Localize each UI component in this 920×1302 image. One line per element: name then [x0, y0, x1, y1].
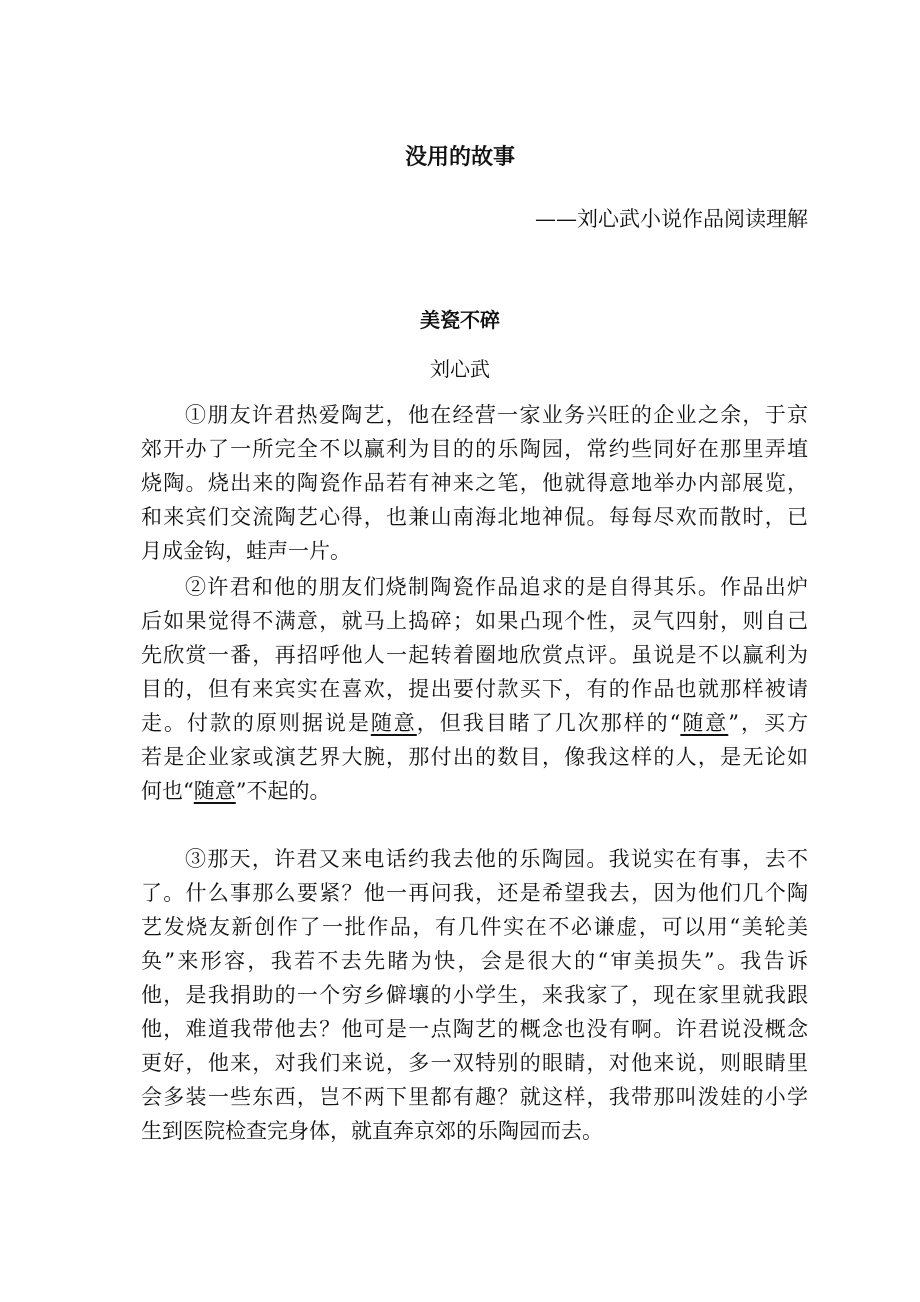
- text-segment: 月成金钩，蛙声一片。: [141, 539, 351, 563]
- underlined-text: 随意: [193, 779, 236, 803]
- text-line: [141, 706, 808, 740]
- text-line: [141, 842, 808, 876]
- text-segment: 目的，但有来宾实在喜欢，提出要付款买下，有的作品也就那样被请: [141, 677, 808, 701]
- document-subtitle: ——刘心武小说作品阅读理解: [535, 207, 808, 231]
- text-segment: 烧陶。烧出来的陶瓷作品若有神来之笔，他就得意地举办内部展览，: [141, 471, 808, 495]
- text-line: [141, 1080, 808, 1114]
- text-line: [141, 604, 808, 638]
- text-segment: 郊开办了一所完全不以赢利为目的的乐陶园，常约些同好在那里弄埴: [141, 437, 808, 461]
- text-line: [141, 910, 808, 944]
- text-segment: 会多装一些东西，岂不两下里都有趣？就这样，我带那叫泼娃的小学: [141, 1085, 808, 1109]
- text-segment: 他，是我捐助的一个穷乡僻壤的小学生，来我家了，现在家里就我跟: [141, 983, 808, 1007]
- document-title: 没用的故事: [404, 145, 515, 170]
- text-line: [141, 944, 808, 978]
- text-segment: 了。什么事那么要紧？他一再问我，还是希望我去，因为他们几个陶: [141, 881, 808, 905]
- text-segment: ①朋友许君热爱陶艺，他在经营一家业务兴旺的企业之余，于京: [185, 403, 808, 427]
- text-line: [141, 500, 808, 534]
- text-segment: 艺发烧友新创作了一批作品，有几件实在不必谦虚，可以用“美轮美: [141, 915, 808, 939]
- text-line: [141, 534, 808, 568]
- story-author: 刘心武: [430, 357, 490, 381]
- text-line: [141, 1114, 808, 1148]
- text-segment: 他，难道我带他去？他可是一点陶艺的概念也没有啊。许君说没概念: [141, 1017, 808, 1041]
- text-line: [141, 876, 808, 910]
- text-segment: 先欣赏一番，再招呼他人一起转着圈地欣赏点评。虽说是不以赢利为: [141, 643, 808, 667]
- text-line: [141, 1046, 808, 1080]
- text-line: [141, 1012, 808, 1046]
- text-line: [141, 638, 808, 672]
- story-title: 美瓷不碎: [420, 308, 500, 332]
- text-segment: ”，买方: [728, 711, 808, 735]
- text-line: [141, 466, 808, 500]
- text-segment: ③那天，许君又来电话约我去他的乐陶园。我说实在有事，去不: [185, 847, 808, 871]
- paragraph-1: [141, 398, 808, 568]
- text-segment: 走。付款的原则据说是: [141, 711, 371, 735]
- text-line: [141, 398, 808, 432]
- text-line: [141, 774, 808, 808]
- text-segment: 奂”来形容，我若不去先睹为快，会是很大的“审美损失”。我告诉: [141, 949, 808, 973]
- text-segment: 生到医院检查完身体，就直奔京郊的乐陶园而去。: [141, 1119, 603, 1143]
- text-line: [141, 672, 808, 706]
- text-segment: 若是企业家或演艺界大腕，那付出的数目，像我这样的人，是无论如: [141, 745, 808, 769]
- text-segment: 和来宾们交流陶艺心得，也兼山南海北地神侃。每每尽欢而散时，已: [141, 505, 808, 529]
- paragraph-2: [141, 570, 808, 808]
- text-segment: ②许君和他的朋友们烧制陶瓷作品追求的是自得其乐。作品出炉: [185, 575, 808, 599]
- text-line: [141, 740, 808, 774]
- text-segment: 后如果觉得不满意，就马上捣碎；如果凸现个性，灵气四射，则自己: [141, 609, 808, 633]
- text-line: [141, 432, 808, 466]
- paragraph-3: [141, 842, 808, 1148]
- text-line: [141, 570, 808, 604]
- text-segment: ”不起的。: [235, 779, 331, 803]
- underlined-text: 随意: [680, 711, 729, 735]
- underlined-text: 随意: [370, 711, 417, 735]
- text-segment: 更好，他来，对我们来说，多一双特别的眼睛，对他来说，则眼睛里: [141, 1051, 808, 1075]
- text-line: [141, 978, 808, 1012]
- text-segment: ，但我目睹了几次那样的“: [416, 711, 681, 735]
- text-segment: 何也“: [141, 779, 194, 803]
